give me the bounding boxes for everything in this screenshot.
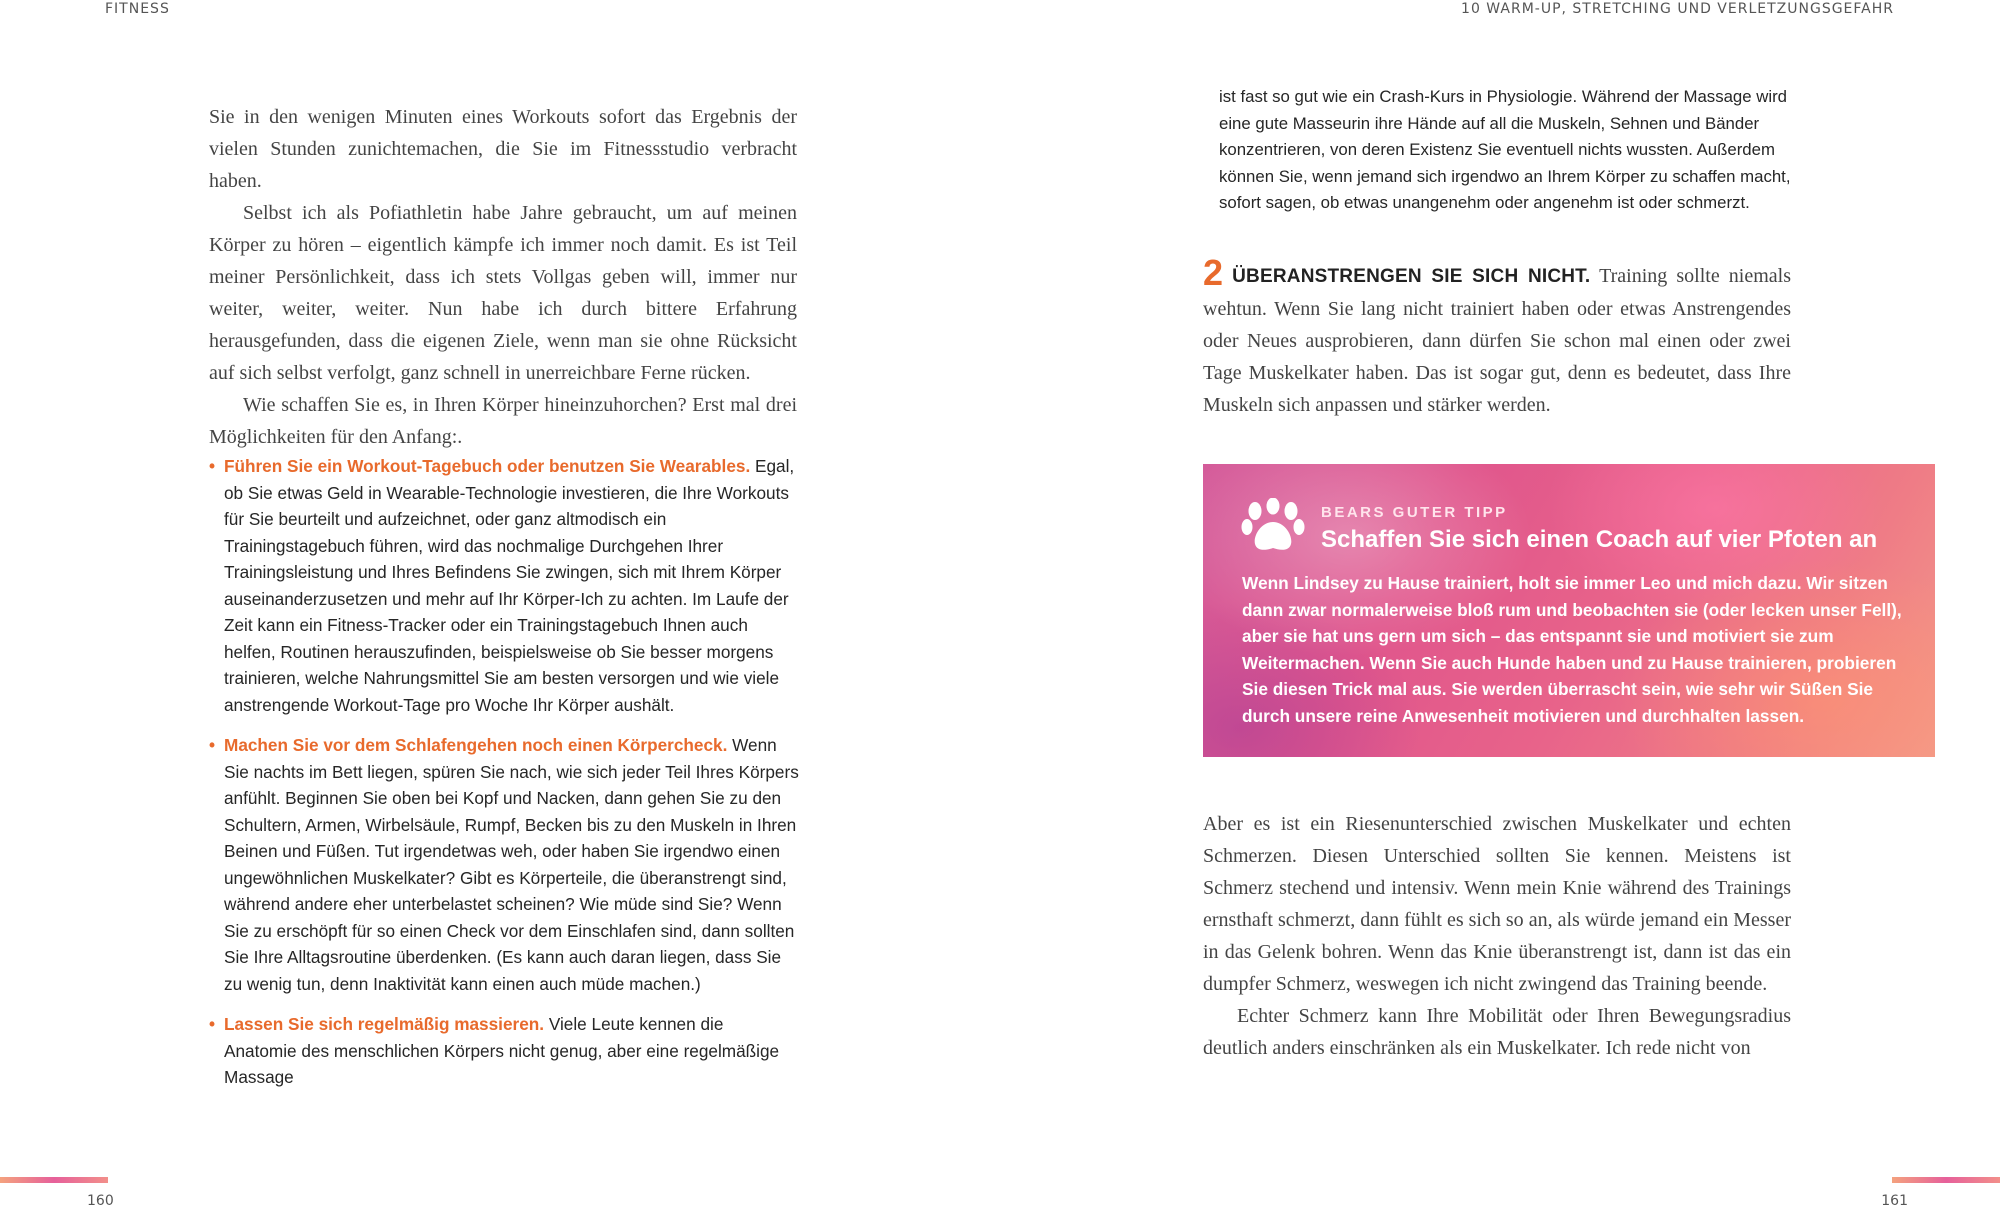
tips-list bbox=[209, 1011, 799, 1091]
tip-eyebrow: BEARS GUTER TIPP bbox=[1321, 504, 1508, 521]
bullet-dot-icon: • bbox=[209, 1014, 216, 1034]
list-item-text: Egal, ob Sie etwas Geld in Wearable-Technologie investieren, die Ihre Workouts für Sie beurteilt und aufzeichnet, oder ganz altmodisch ein Trainingstagebuch führen, wird das nochmalige Durchgehen Ihrer Trainingsleistung und Ihres Befindens Sie zwingen, sich mit Ihrem Körper auseinanderzusetzen und mehr auf Ihr Körper-Ich zu achten. Im Laufe der Zeit kann ein Fitness-Tracker oder ein Trainingstagebuch Ihnen auch helfen, Routinen herauszufinden, beispielsweise ob Sie besser morgens trainieren, welche Nahrungsmittel Sie am besten versorgen und wie viele anstrengende Workout-Tage pro Woche Ihr Körper aushält. bbox=[224, 456, 795, 715]
right-page-continuation: ist fast so gut wie ein Crash-Kurs in Physiologie. Während der Massage wird eine gute Masseurin ihre Hände auf all die Muskeln, Sehnen und Bänder konzentrieren, von deren Existenz Sie eventuell nichts wussten. Außerdem können Sie, wenn jemand sich irgendwo an Ihrem Körper zu schaffen macht, sofort sagen, ob etwas unangenehm oder angenehm ist oder schmerzt. bbox=[1219, 87, 1791, 212]
list-item bbox=[209, 453, 799, 718]
paragraph: Echter Schmerz kann Ihre Mobilität oder Ihren Bewegungsradius deutlich anders einschränken als ein Muskelkater. Ich rede nicht von bbox=[1203, 1005, 1791, 1059]
paragraph: Sie in den wenigen Minuten eines Workouts sofort das Ergebnis der vielen Stunden zunichtemachen, die Sie im Fitnessstudio verbracht haben. bbox=[209, 106, 797, 192]
tips-list bbox=[209, 453, 799, 718]
paw-icon bbox=[1241, 498, 1305, 554]
tip-number: 2 bbox=[1203, 252, 1224, 293]
list-item bbox=[209, 1011, 799, 1091]
tip-title: Schaffen Sie sich einen Coach auf vier Pfoten an bbox=[1321, 526, 1878, 553]
left-page-intro bbox=[209, 101, 797, 453]
tips-list bbox=[209, 732, 799, 997]
running-head-left: FITNESS bbox=[105, 1, 170, 17]
tip-section bbox=[1203, 252, 1792, 421]
bears-tip-box bbox=[1203, 464, 1935, 757]
list-item-lead: Lassen Sie sich regelmäßig massieren. bbox=[224, 1014, 545, 1034]
list-item-text: Viele Leute kennen die Anatomie des menschlichen Körpers nicht genug, aber eine regelmäßige Massage bbox=[224, 1014, 780, 1087]
right-page-body bbox=[1203, 808, 1791, 1064]
bullet-dot-icon: • bbox=[209, 735, 216, 755]
footer-color-bar-right bbox=[1892, 1177, 2000, 1183]
list-item-text: Wenn Sie nachts im Bett liegen, spüren Sie nach, wie sich jeder Teil Ihres Körpers anfühlt. Beginnen Sie oben bei Kopf und Nacken, dann gehen Sie zu den Schultern, Armen, Wirbelsäule, Rumpf, Becken bis zu den Muskeln in Ihren Beinen und Füßen. Tut irgendetwas weh, oder haben Sie irgendwo einen ungewöhnlichen Muskelkater? Gibt es Körperteile, die überanstrengt sind, während andere eher unterbelastet scheinen? Wie müde sind Sie? Wenn Sie zu erschöpft für so einen Check vor dem Einschlafen sind, dann sollten Sie Ihre Alltagsroutine überdenken. (Es kann auch daran liegen, dass Sie zu wenig tun, denn Inaktivität kann einen auch müde machen.) bbox=[224, 735, 799, 994]
footer-color-bar-left bbox=[0, 1177, 108, 1183]
paragraph: Wie schaffen Sie es, in Ihren Körper hineinzuhorchen? Erst mal drei Möglichkeiten für den Anfang:. bbox=[209, 394, 797, 448]
tip-body: Wenn Lindsey zu Hause trainiert, holt sie immer Leo und mich dazu. Wir sitzen dann zwar normalerweise bloß rum und beobachten sie (oder lecken unser Fell), aber sie hat uns gern um sich – das entspannt sie und motiviert sie zum Weitermachen. Wenn Sie auch Hunde haben und zu Hause trainieren, probieren Sie diesen Trick mal aus. Sie werden überrascht sein, wie sehr wir Süßen Sie durch unsere reine Anwesenheit motivieren und durchhalten lassen. bbox=[1242, 573, 1902, 726]
paragraph: Selbst ich als Pofiathletin habe Jahre gebraucht, um auf meinen Körper zu hören – eigentlich kämpfe ich immer noch damit. Es ist Teil meiner Persönlichkeit, dass ich stets Vollgas geben will, immer nur weiter, weiter, weiter. Nun habe ich durch bittere Erfahrung herausgefunden, dass die eigenen Ziele, wenn man sie ohne Rücksicht auf sich selbst verfolgt, ganz schnell in unerreichbare Ferne rücken. bbox=[209, 202, 797, 384]
page-number-left: 160 bbox=[87, 1193, 114, 1209]
bullet-dot-icon: • bbox=[209, 456, 216, 476]
paragraph: Aber es ist ein Riesenunterschied zwischen Muskelkater und echten Schmerzen. Diesen Unterschied sollten Sie kennen. Meistens ist Schmerz stechend und intensiv. Wenn mein Knie während des Trainings ernsthaft schmerzt, dann fühlt es sich so an, als würde jemand ein Messer in das Gelenk bohren. Wenn das Knie überanstrengt ist, dann ist das ein dumpfer Schmerz, weswegen ich nicht zwingend das Training beende. bbox=[1203, 813, 1791, 995]
list-item-lead: Machen Sie vor dem Schlafengehen noch einen Körpercheck. bbox=[224, 735, 728, 755]
running-head-right: 10 WARM-UP, STRETCHING UND VERLETZUNGSGEFAHR bbox=[1461, 1, 1894, 17]
tip-text: Training sollte niemals wehtun. Wenn Sie lang nicht trainiert haben oder etwas Anstrengendes oder Neues ausprobieren, dann dürfen Sie schon mal einen oder zwei Tage Muskelkater haben. Das ist sogar gut, denn es bedeutet, dass Ihre Muskeln sich anpassen und stärker werden. bbox=[1203, 265, 1792, 416]
list-item bbox=[209, 732, 799, 997]
page-number-right: 161 bbox=[1881, 1193, 1908, 1209]
list-item-lead: Führen Sie ein Workout-Tagebuch oder benutzen Sie Wearables. bbox=[224, 456, 751, 476]
tip-heading: ÜBERANSTRENGEN SIE SICH NICHT. bbox=[1232, 266, 1591, 287]
